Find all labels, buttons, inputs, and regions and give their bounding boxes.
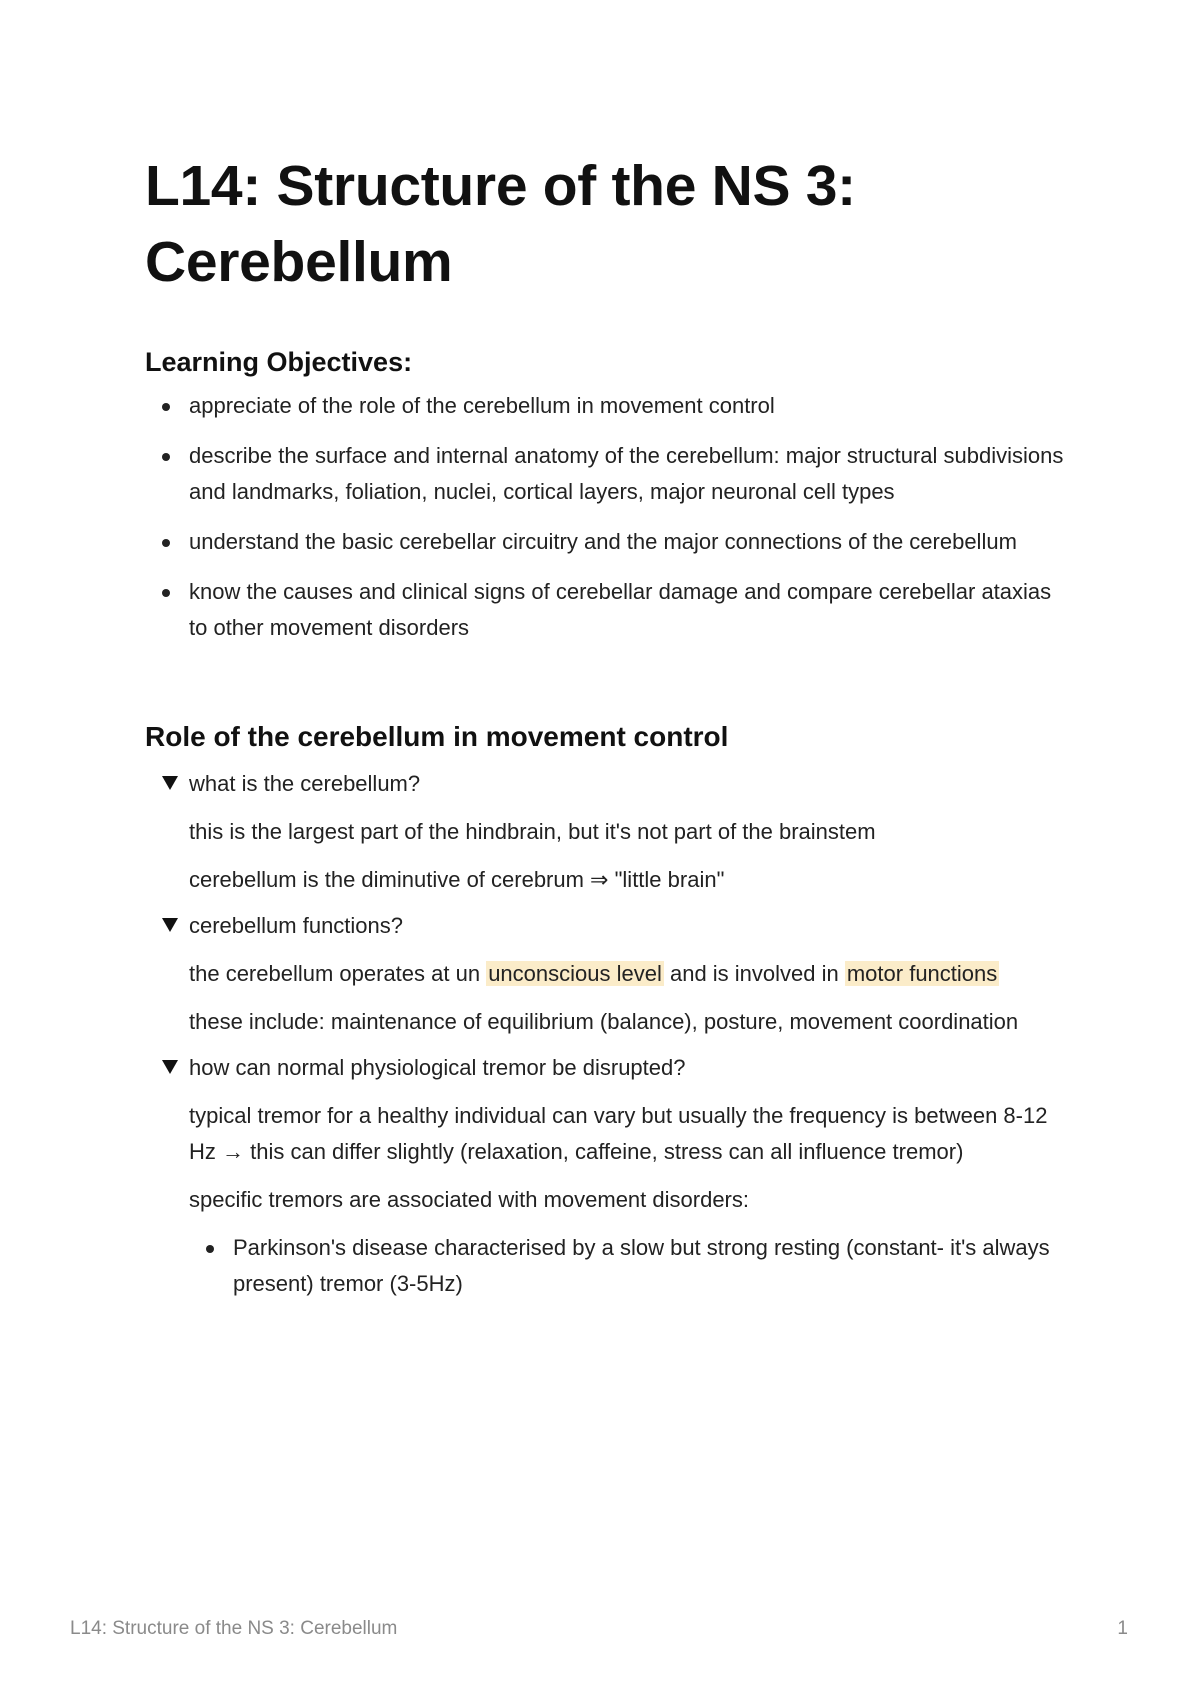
triangle-down-icon[interactable] bbox=[162, 918, 178, 932]
objective-text: describe the surface and internal anatomy of the cerebellum: major structural subdivisions and landmarks, foliation, nuclei, cortical layers, major neuronal cell types bbox=[189, 443, 1064, 504]
toggle-body bbox=[145, 814, 1065, 898]
page-title-line-1: L14: Structure of the NS 3: bbox=[145, 154, 856, 218]
paragraph-text: the cerebellum operates at un bbox=[189, 961, 487, 986]
page-title-line-2: Cerebellum bbox=[145, 230, 453, 294]
objective-text: appreciate of the role of the cerebellum in movement control bbox=[189, 393, 775, 418]
toggle-question: what is the cerebellum? bbox=[189, 771, 421, 796]
bullet-icon bbox=[162, 453, 170, 461]
page-title bbox=[145, 148, 1065, 300]
objective-item bbox=[145, 388, 1065, 424]
toggle-question: how can normal physiological tremor be disrupted? bbox=[189, 1055, 686, 1080]
objective-text: understand the basic cerebellar circuitry and the major connections of the cerebellum bbox=[189, 529, 1017, 554]
toggle-paragraph: this is the largest part of the hindbrain, but it's not part of the brainstem bbox=[189, 819, 876, 844]
toggle-body bbox=[145, 1098, 1065, 1302]
toggle-block-tremor bbox=[145, 1050, 1065, 1302]
list-item bbox=[189, 1230, 1065, 1302]
toggle-block-what-is-cerebellum bbox=[145, 766, 1065, 898]
objective-item bbox=[145, 438, 1065, 510]
page-content bbox=[145, 148, 1065, 1302]
toggle-header[interactable] bbox=[145, 766, 1065, 802]
list-item-text: Parkinson's disease characterised by a slow but strong resting (constant- it's always present) tremor (3-5Hz) bbox=[233, 1235, 1050, 1296]
toggle-header[interactable] bbox=[145, 1050, 1065, 1086]
objective-text: know the causes and clinical signs of cerebellar damage and compare cerebellar ataxias to other movement disorders bbox=[189, 579, 1052, 640]
paragraph-text: and is involved in bbox=[663, 961, 845, 986]
objective-item bbox=[145, 574, 1065, 646]
toggle-header[interactable] bbox=[145, 908, 1065, 944]
toggle-block-cerebellum-functions bbox=[145, 908, 1065, 1040]
objectives-heading: Learning Objectives: bbox=[145, 347, 413, 377]
footer-page-number: 1 bbox=[1117, 1618, 1128, 1639]
bullet-icon bbox=[162, 539, 170, 547]
tremor-disorders-list bbox=[189, 1230, 1065, 1302]
objectives-list bbox=[145, 388, 1065, 646]
toggle-body bbox=[145, 956, 1065, 1040]
bullet-icon bbox=[206, 1245, 214, 1253]
highlighted-text: unconscious level bbox=[488, 961, 662, 986]
toggle-paragraph: specific tremors are associated with movement disorders: bbox=[189, 1187, 749, 1212]
bullet-icon bbox=[162, 589, 170, 597]
triangle-down-icon[interactable] bbox=[162, 776, 178, 790]
toggle-question: cerebellum functions? bbox=[189, 913, 404, 938]
footer-document-title: L14: Structure of the NS 3: Cerebellum bbox=[70, 1618, 398, 1639]
toggle-paragraph bbox=[189, 956, 1065, 992]
triangle-down-icon[interactable] bbox=[162, 1060, 178, 1074]
bullet-icon bbox=[162, 403, 170, 411]
section-heading: Role of the cerebellum in movement control bbox=[145, 721, 729, 752]
toggle-paragraph: these include: maintenance of equilibrium (balance), posture, movement coordination bbox=[189, 1009, 1019, 1034]
highlighted-text: motor functions bbox=[846, 961, 998, 986]
objective-item bbox=[145, 524, 1065, 560]
toggle-paragraph: typical tremor for a healthy individual can vary but usually the frequency is between 8-12 Hz → this can differ slightly (relaxation, caffeine, stress can all influence tremor) bbox=[189, 1103, 1048, 1164]
toggle-paragraph: cerebellum is the diminutive of cerebrum ⇒ "little brain" bbox=[189, 867, 725, 892]
